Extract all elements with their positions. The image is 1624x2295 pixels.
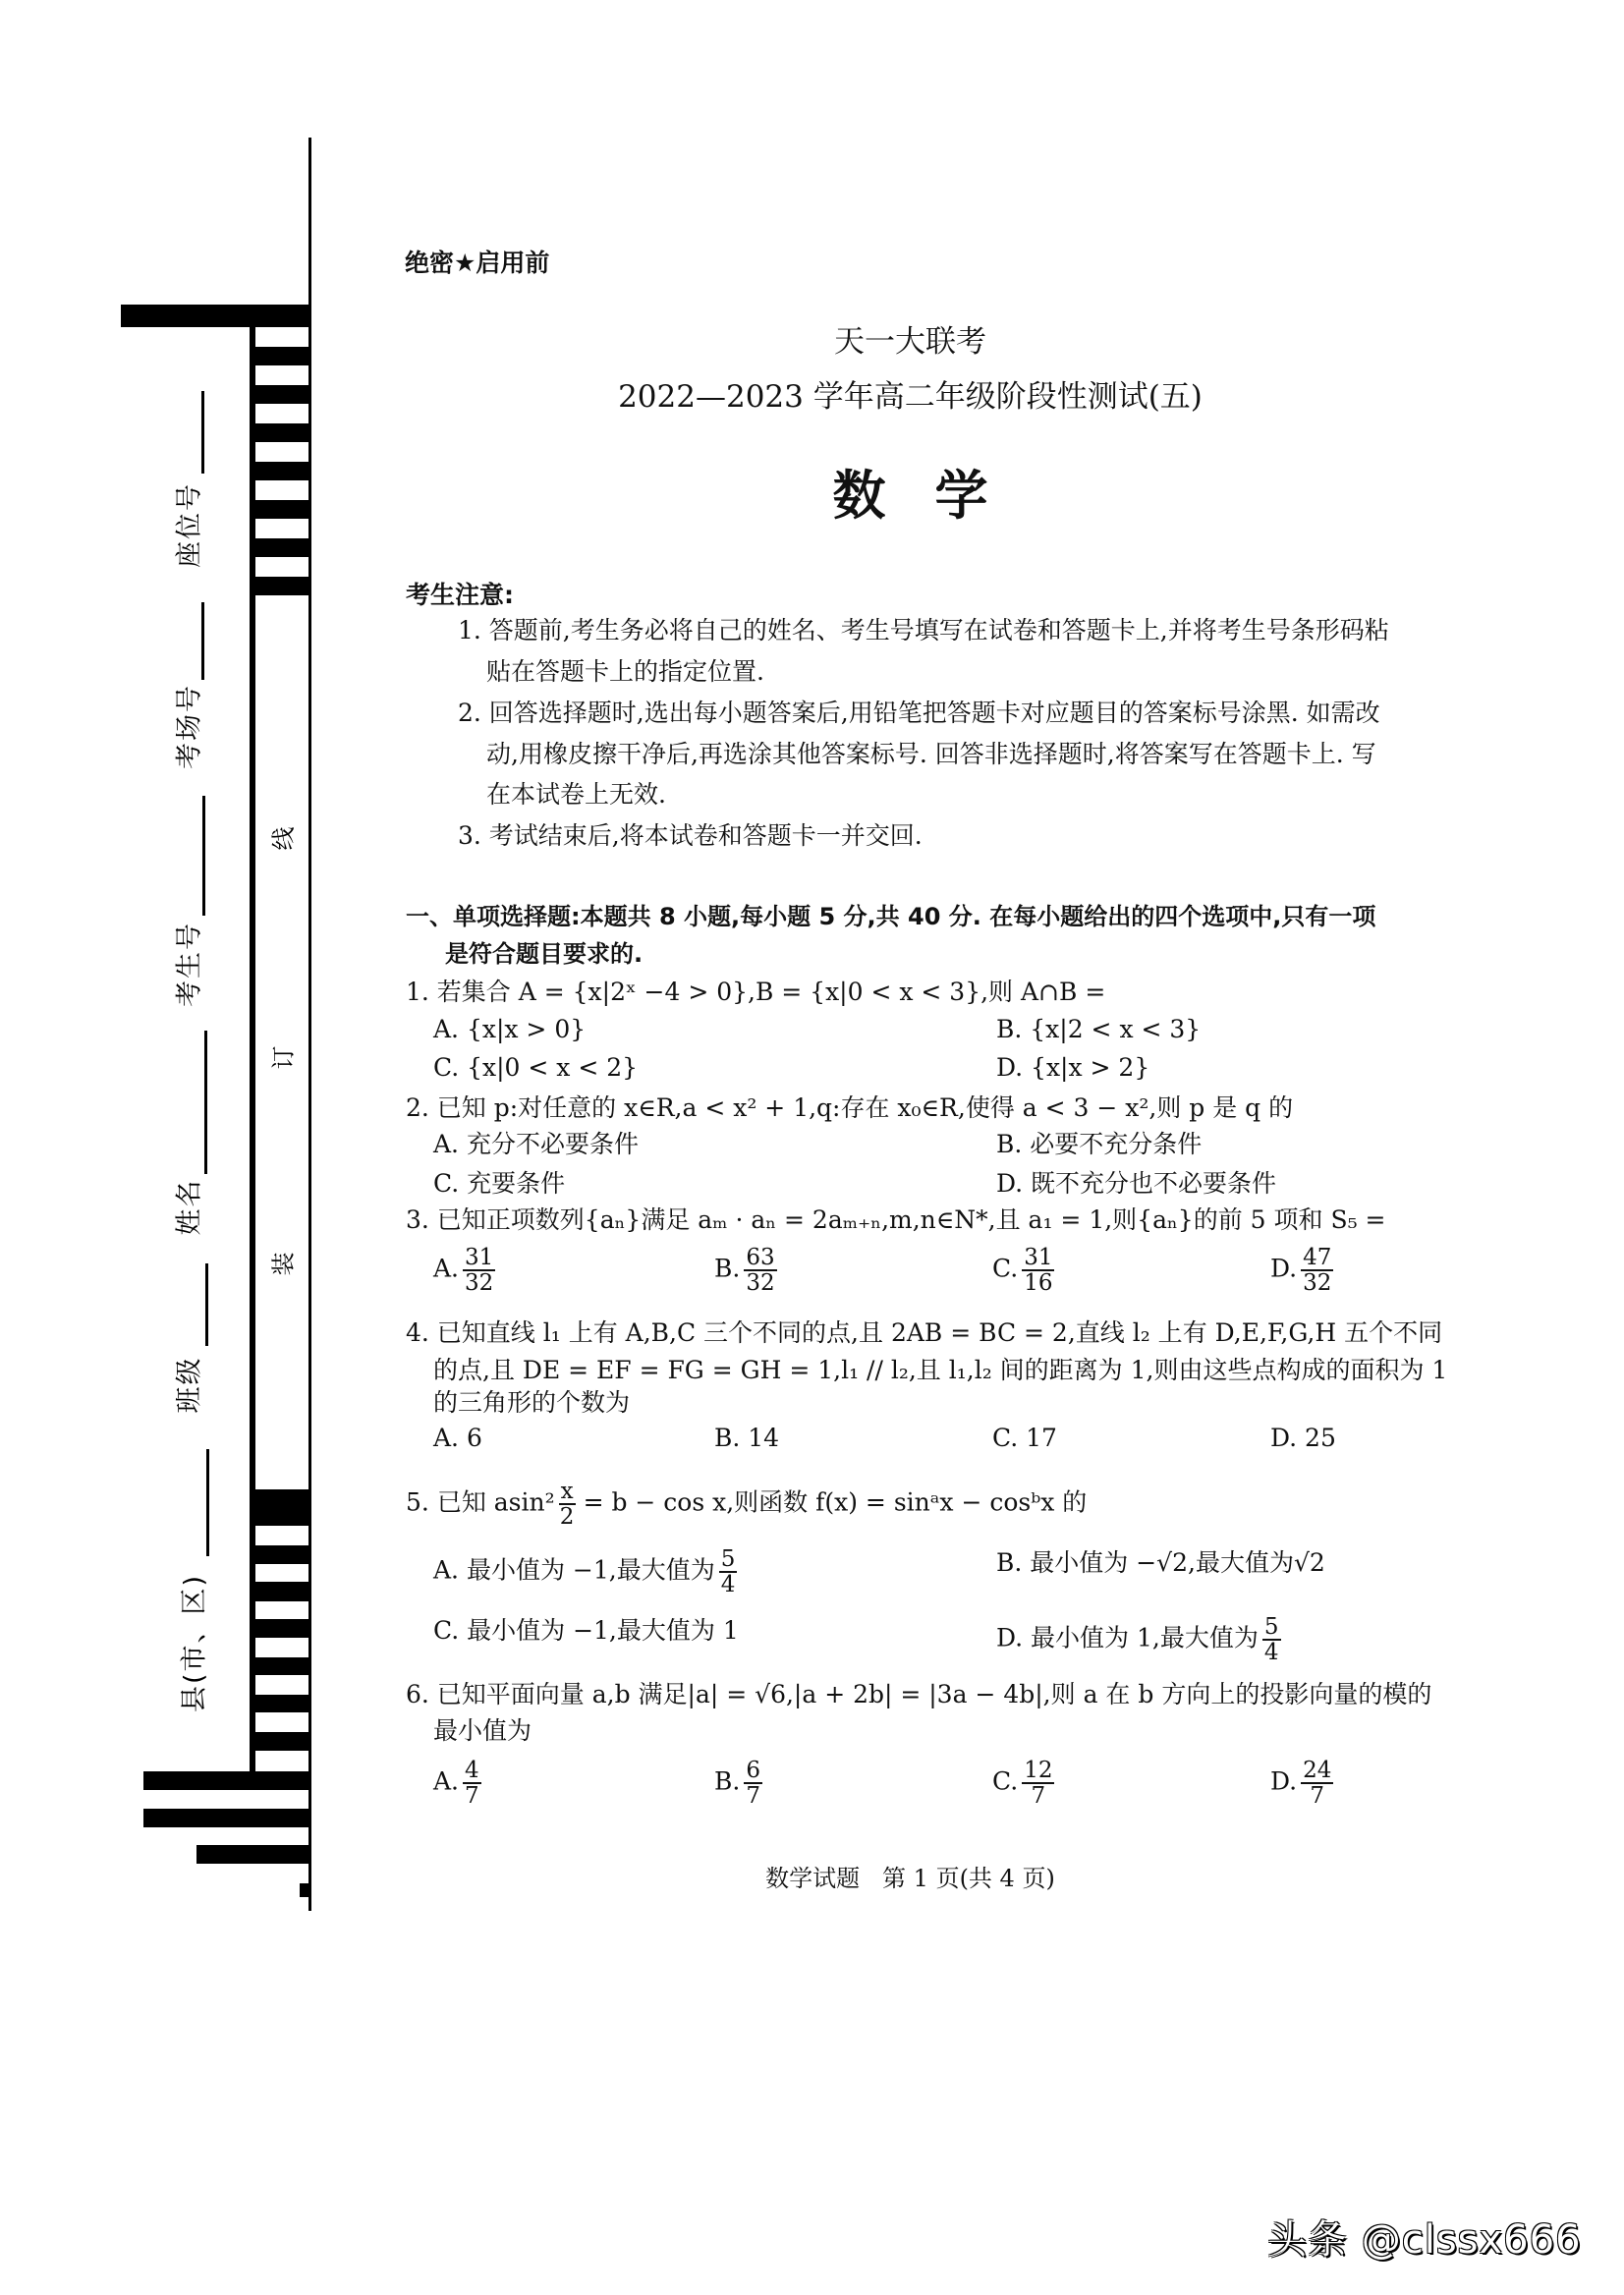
fraction: $\frac{6}{7}$	[746, 1758, 760, 1809]
question-stem-cont: 的点,且 DE = EF = FG = GH = 1,l₁ // l₂,且 l₁,l₂ 间的距离为 1,则由这些点构成的面积为 1	[433, 1356, 1448, 1384]
fraction: $\frac{x}{2}$	[559, 1479, 575, 1530]
option-d[interactable]: D. 25	[1270, 1424, 1336, 1452]
option-label: D.	[1270, 1254, 1298, 1283]
option-text: D. 最小值为 1,最大值为	[996, 1623, 1259, 1652]
section-heading-cont: 是符合题目要求的.	[445, 940, 644, 968]
option-c[interactable]: C. 17	[992, 1424, 1057, 1452]
bind-char-bind: 装	[269, 1252, 298, 1276]
binding-stripe	[252, 1508, 310, 1526]
notice-item-2-cont: 动,用橡皮擦干净后,再选涂其他答案标号. 回答非选择题时,将答案写在答题卡上. 写	[486, 740, 1376, 768]
binding-stripe	[252, 1732, 310, 1751]
option-a[interactable]: A. 6	[433, 1424, 482, 1452]
option-c[interactable]: C. 最小值为 −1,最大值为 1	[433, 1616, 739, 1645]
binding-stripe	[252, 1695, 310, 1712]
option-label: C.	[992, 1254, 1019, 1283]
bind-char-line: 线	[269, 826, 298, 851]
stem-text: 已知 asin²	[436, 1487, 555, 1517]
binding-stripe	[252, 1657, 310, 1675]
candidate-number-line[interactable]	[202, 796, 205, 916]
notice-item-3: 3. 考试结束后,将本试卷和答题卡一并交回.	[458, 821, 923, 850]
question-stem: 1. 若集合 A = {x|2ˣ −4 > 0},B = {x|0 < x < 3},则 A∩B =	[406, 978, 1106, 1006]
option-d[interactable]: D. 既不充分也不必要条件	[996, 1169, 1277, 1198]
binding-stripe	[252, 1545, 310, 1564]
class-label: 班级	[174, 1356, 205, 1414]
question-stem: 3. 已知正项数列{aₙ}满足 aₘ · aₙ = 2aₘ₊ₙ,m,n∈N*,且 a₁ = 1,则{aₙ}的前 5 项和 S₅ =	[406, 1205, 1386, 1234]
fraction: $\frac{5}{4}$	[1263, 1614, 1279, 1665]
option-d[interactable]	[996, 1615, 1281, 1664]
option-b[interactable]: B. 必要不充分条件	[996, 1130, 1203, 1158]
option-label: A.	[433, 1254, 460, 1283]
fraction: $\frac{31}{16}$	[1024, 1245, 1053, 1296]
option-b[interactable]: B. {x|2 < x < 3}	[996, 1015, 1202, 1043]
question-stem: 6. 已知平面向量 a,b 满足|a| = √6,|a + 2b| = |3a − 4b|,则 a 在 b 方向上的投影向量的模的	[406, 1680, 1432, 1708]
binding-stripe	[252, 1582, 310, 1601]
section-heading: 一、单项选择题:本题共 8 小题,每小题 5 分,共 40 分. 在每小题给出的四个选项中,只有一项	[406, 903, 1376, 930]
option-a[interactable]	[433, 1246, 495, 1295]
option-b[interactable]: B. 14	[714, 1424, 780, 1452]
option-d[interactable]: D. {x|x > 2}	[996, 1053, 1150, 1082]
page-footer: 数学试题 第 1 页(共 4 页)	[765, 1865, 1055, 1892]
binding-bottom-bar	[143, 1809, 310, 1827]
option-a[interactable]	[433, 1759, 481, 1808]
bind-char-staple: 订	[269, 1045, 298, 1070]
option-a[interactable]: A. {x|x > 0}	[433, 1015, 587, 1043]
option-b[interactable]	[714, 1759, 762, 1808]
exam-room-label: 考场号	[174, 684, 205, 769]
binding-stripe	[250, 538, 310, 557]
question-stem: 4. 已知直线 l₁ 上有 A,B,C 三个不同的点,且 2AB = BC = 2,直线 l₂ 上有 D,E,F,G,H 五个不同	[406, 1318, 1443, 1347]
question-stem	[406, 1480, 1087, 1529]
option-a[interactable]	[433, 1547, 737, 1596]
exam-org: 天一大联考	[834, 324, 986, 360]
question-stem-cont: 的三角形的个数为	[433, 1388, 631, 1417]
option-c[interactable]: C. {x|0 < x < 2}	[433, 1053, 639, 1082]
option-label: A.	[433, 1766, 460, 1796]
option-d[interactable]	[1270, 1246, 1333, 1295]
county-line[interactable]	[206, 1449, 209, 1556]
binding-stripe	[250, 577, 310, 595]
notice-item-1: 1. 答题前,考生务必将自己的姓名、考生号填写在试卷和答题卡上,并将考生号条形码粘	[458, 616, 1389, 644]
fraction: $\frac{24}{7}$	[1303, 1758, 1332, 1809]
fraction: $\frac{5}{4}$	[720, 1546, 736, 1597]
fraction: $\frac{12}{7}$	[1024, 1758, 1053, 1809]
class-line[interactable]	[205, 1263, 208, 1346]
option-label: D.	[1270, 1766, 1298, 1796]
binding-stripe	[250, 423, 310, 442]
fraction: $\frac{63}{32}$	[746, 1245, 775, 1296]
option-c[interactable]	[992, 1759, 1054, 1808]
question-number: 5.	[406, 1487, 429, 1517]
subject-title: 数学	[832, 465, 1037, 527]
stem-text: = b − cos x,则函数 f(x) = sinᵃx − cosᵇx 的	[583, 1487, 1088, 1517]
name-line[interactable]	[204, 1031, 207, 1174]
notice-item-2: 2. 回答选择题时,选出每小题答案后,用铅笔把答题卡对应题目的答案标号涂黑. 如需改	[458, 699, 1380, 727]
option-label: B.	[714, 1766, 741, 1796]
notice-item-1-cont: 贴在答题卡上的指定位置.	[486, 657, 764, 686]
option-d[interactable]	[1270, 1759, 1333, 1808]
candidate-number-label: 考生号	[174, 922, 205, 1007]
confidential-mark: 绝密★启用前	[405, 249, 550, 277]
exam-room-line[interactable]	[201, 602, 204, 680]
fraction: $\frac{4}{7}$	[465, 1758, 479, 1809]
county-label: 县(市、区)	[179, 1573, 210, 1713]
option-c[interactable]: C. 充要条件	[433, 1169, 566, 1198]
option-b[interactable]	[714, 1246, 777, 1295]
option-a[interactable]: A. 充分不必要条件	[433, 1130, 639, 1158]
option-label: B.	[714, 1254, 741, 1283]
question-stem: 2. 已知 p:对任意的 x∈R,a < x² + 1,q:存在 x₀∈R,使得 a < 3 − x²,则 p 是 q 的	[406, 1093, 1294, 1122]
fraction: $\frac{47}{32}$	[1303, 1245, 1332, 1296]
option-c[interactable]	[992, 1246, 1054, 1295]
option-b[interactable]: B. 最小值为 −√2,最大值为√2	[996, 1548, 1325, 1577]
name-label: 姓名	[174, 1178, 205, 1236]
option-text: A. 最小值为 −1,最大值为	[433, 1555, 715, 1585]
binding-stripe	[252, 1489, 310, 1508]
notice-item-2-cont2: 在本试卷上无效.	[486, 780, 666, 809]
seat-number-label: 座位号	[174, 482, 205, 568]
notice-heading: 考生注意:	[406, 581, 514, 609]
question-stem-cont: 最小值为	[433, 1716, 532, 1745]
watermark: 头条 @clssx666	[1267, 2217, 1582, 2263]
binding-stripe	[252, 1619, 310, 1638]
option-label: C.	[992, 1766, 1019, 1796]
binding-bottom-bar	[143, 1771, 310, 1790]
fraction: $\frac{31}{32}$	[465, 1245, 494, 1296]
exam-title: 2022—2023 学年高二年级阶段性测试(五)	[618, 379, 1203, 415]
